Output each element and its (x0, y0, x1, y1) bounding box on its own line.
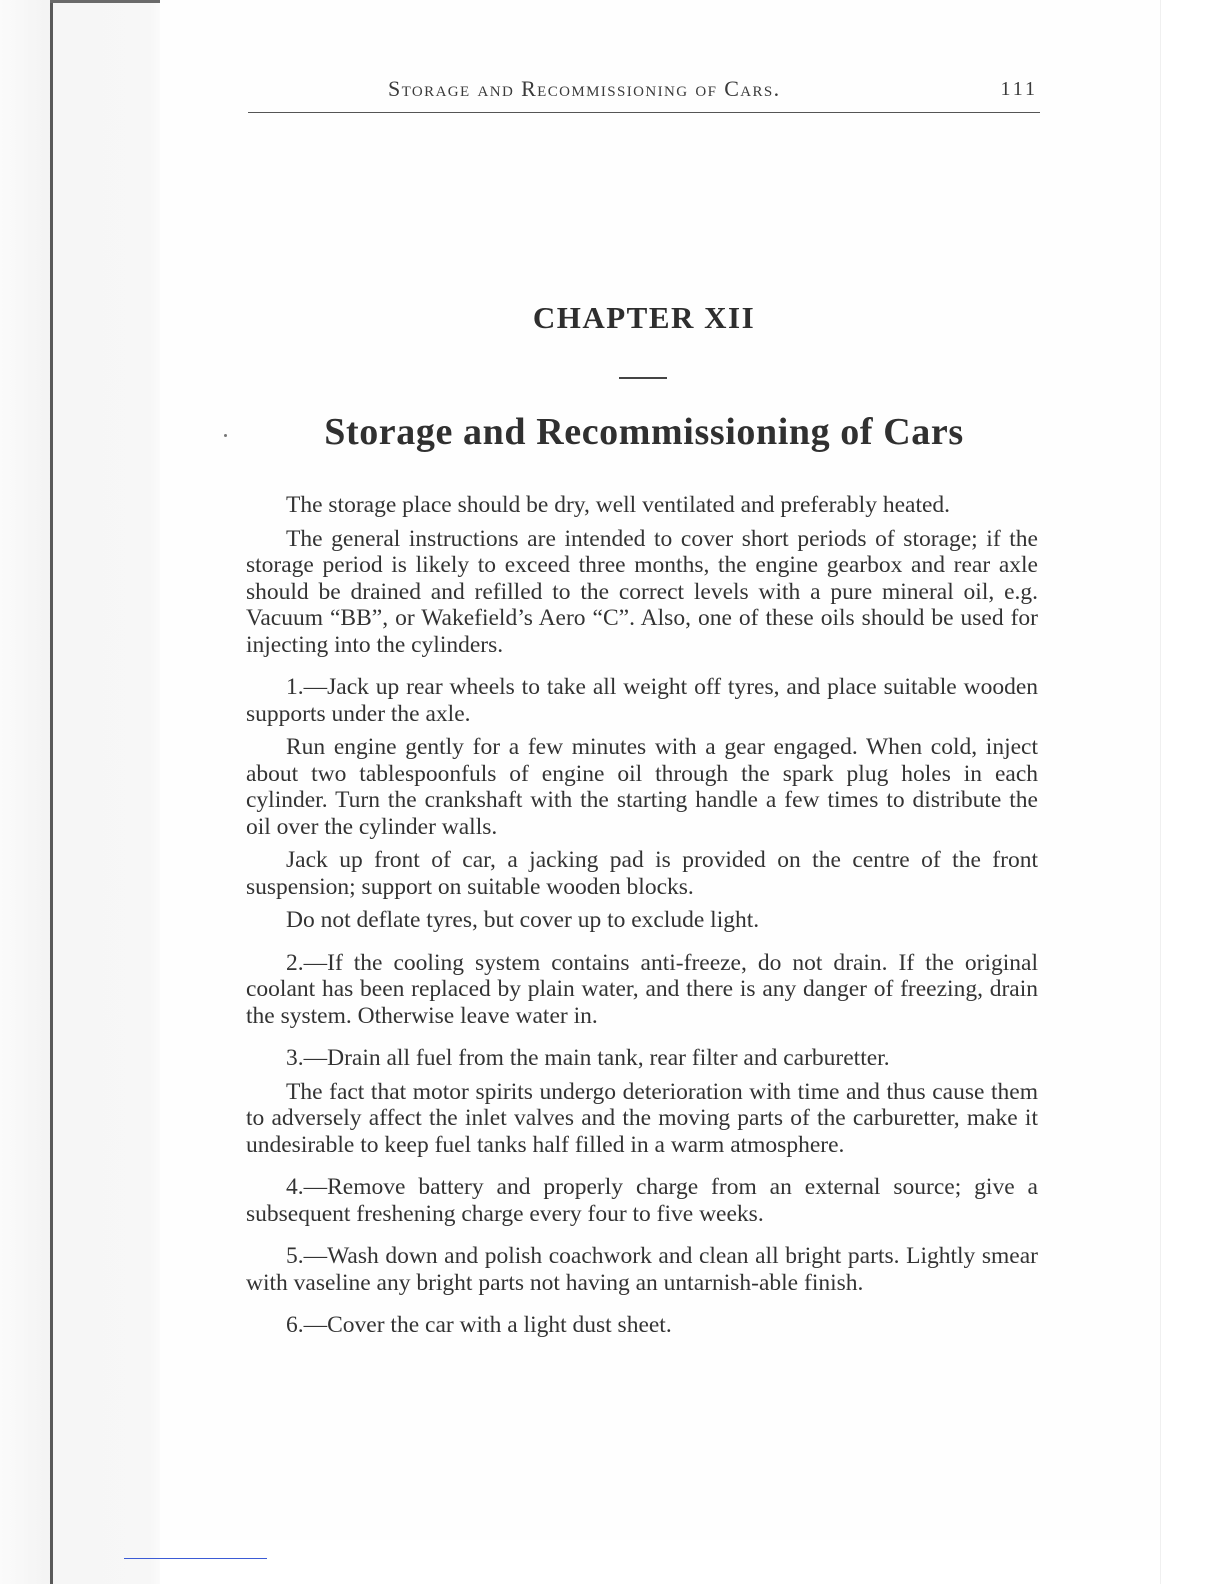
scan-margin-right (1160, 0, 1224, 1584)
body-text (246, 492, 1038, 1339)
paragraph-run-engine: Run engine gently for a few minutes with a gear engaged. When cold, inject about two tablespoonfuls of engine oil through the spark plug holes in each cylinder. Turn the crankshaft with the starting handle a few times to distribute the oil over the cylinder walls. (246, 734, 1038, 840)
paragraph-step-2: 2.—If the cooling system contains anti-freeze, do not drain. If the original coolant has been replaced by plain water, and there is any danger of freezing, drain the system. Otherwise leave water in. (246, 949, 1038, 1029)
chapter-number: CHAPTER XII (532, 300, 756, 335)
chapter-title: Storage and Recommissioning of Cars (324, 411, 964, 453)
scan-speck (224, 434, 227, 437)
paragraph-step-3: 3.—Drain all fuel from the main tank, rear filter and carburetter. (286, 1045, 890, 1071)
viewer-link-underline (124, 1558, 267, 1559)
header-rule (248, 112, 1040, 113)
paragraph-step-5: 5.—Wash down and polish coachwork and clean all bright parts. Lightly smear with vaseline any bright parts not having an untarnish-able finish. (246, 1243, 1038, 1296)
paragraph-intro: The storage place should be dry, well ventilated and preferably heated. (286, 492, 951, 518)
paragraph-step-1: 1.—Jack up rear wheels to take all weight off tyres, and place suitable wooden supports under the axle. (246, 674, 1038, 727)
scan-page-edge (50, 0, 53, 1584)
running-header (248, 76, 1040, 106)
running-title: Storage and Recommissioning of Cars. (388, 76, 781, 101)
chapter-dash-divider (619, 377, 667, 379)
paragraph-tyres: Do not deflate tyres, but cover up to exclude light. (286, 907, 760, 933)
paragraph-jack-front: Jack up front of car, a jacking pad is provided on the centre of the front suspension; support on suitable wooden blocks. (246, 847, 1038, 900)
paragraph-step-6: 6.—Cover the car with a light dust sheet. (286, 1312, 672, 1338)
paragraph-step-4: 4.—Remove battery and properly charge from an external source; give a subsequent freshening charge every four to five weeks. (246, 1174, 1038, 1227)
scan-corner (50, 0, 164, 15)
page-number: 111 (1000, 78, 1038, 100)
paragraph-fuel-note: The fact that motor spirits undergo deterioration with time and thus cause them to adversely affect the inlet valves and the moving parts of the carburetter, make it undesirable to keep fuel tanks half filled in a warm atmosphere. (246, 1078, 1038, 1158)
paragraph-general-instructions: The general instructions are intended to cover short periods of storage; if the storage period is likely to exceed three months, the engine gearbox and rear axle should be drained and refilled to the correct levels with a pure mineral oil, e.g. Vacuum “BB”, or Wakefield’s Aero “C”. Also, one of these oils should be used for injecting into the cylinders. (246, 525, 1038, 658)
scan-shadow (0, 0, 160, 1584)
